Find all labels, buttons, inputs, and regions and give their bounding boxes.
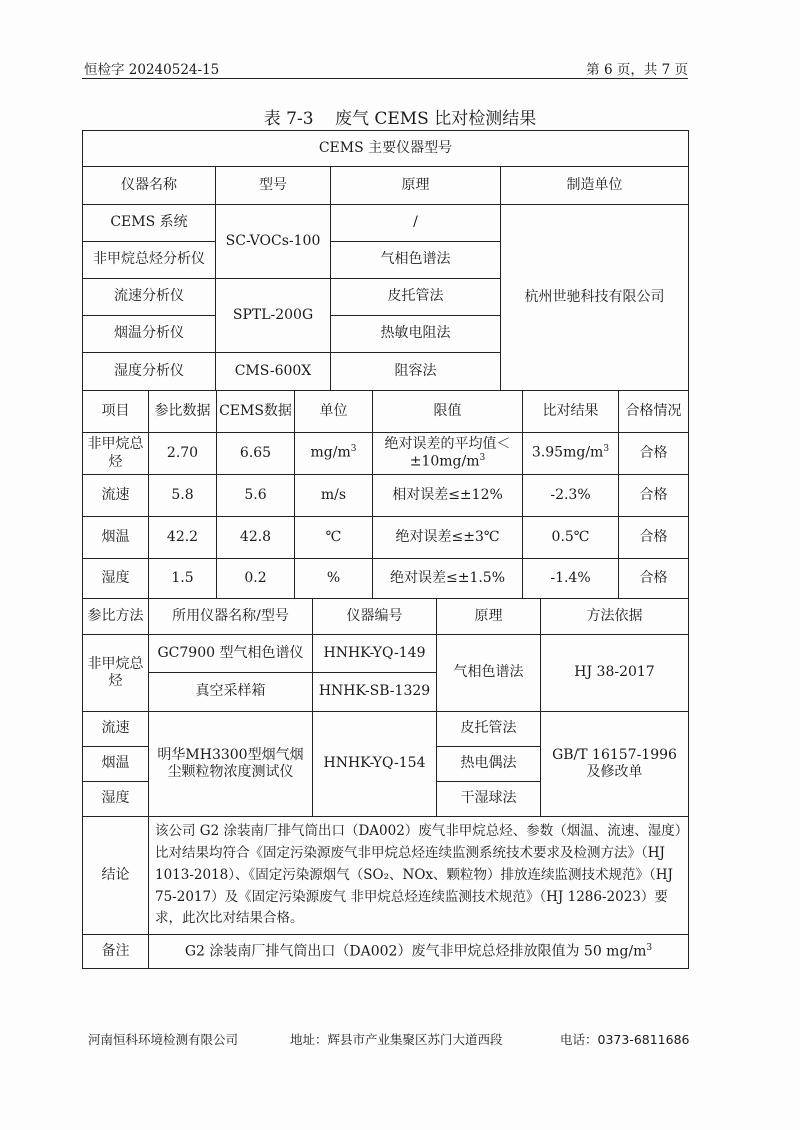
result-reference: 1.5 bbox=[149, 559, 217, 599]
header-ref-method: 参比方法 bbox=[83, 599, 149, 635]
instrument-table bbox=[82, 130, 689, 391]
result-limit: 绝对误差的平均值$<\pm 10mg/m^3$ bbox=[373, 433, 523, 475]
result-cems: 5.6 bbox=[217, 475, 295, 517]
table-row bbox=[83, 517, 689, 559]
table-caption: 废气 CEMS 比对检测结果 bbox=[334, 109, 537, 129]
result-limit: 绝对误差≤±1.5% bbox=[373, 559, 523, 599]
manufacturer-name: 杭州世驰科技有限公司 bbox=[501, 205, 689, 391]
result-pass: 合格 bbox=[619, 517, 689, 559]
instrument-model: SPTL-200G bbox=[216, 279, 331, 353]
method-principle: 皮托管法 bbox=[437, 712, 541, 747]
remark-text: G2 涂装南厂排气筒出口（DA002）废气非甲烷总烃排放限值为 50 $mg/m^3$ bbox=[149, 935, 689, 969]
result-pass: 合格 bbox=[619, 475, 689, 517]
result-value: 0.5℃ bbox=[523, 517, 619, 559]
result-cems: 42.8 bbox=[217, 517, 295, 559]
result-pass: 合格 bbox=[619, 559, 689, 599]
method-principle: 气相色谱法 bbox=[437, 635, 541, 712]
result-reference: 42.2 bbox=[149, 517, 217, 559]
header-limit: 限值 bbox=[373, 391, 523, 433]
footer-address: 地址：辉县市产业集聚区苏门大道西段 bbox=[290, 1032, 503, 1047]
method-instrument: 明华MH3300型烟气烟尘颗粒物浓度测试仪 bbox=[149, 712, 313, 817]
instrument-name: 非甲烷总烃分析仪 bbox=[83, 242, 216, 279]
result-item: 流速 bbox=[83, 475, 149, 517]
method-item: 流速 bbox=[83, 712, 149, 747]
header-method-basis: 方法依据 bbox=[541, 599, 689, 635]
document-number: 恒检字 20240524-15 bbox=[84, 62, 220, 78]
result-value: -1.4% bbox=[523, 559, 619, 599]
method-instrument-code: HNHK-YQ-149 bbox=[313, 635, 437, 673]
table-number: 表 7-3 bbox=[263, 109, 314, 129]
page-indicator: 第 6 页，共 7 页 bbox=[586, 62, 688, 78]
table-title bbox=[0, 104, 800, 129]
result-item: 湿度 bbox=[83, 559, 149, 599]
instrument-model: SC-VOCs-100 bbox=[216, 205, 331, 279]
method-instrument: 真空采样箱 bbox=[149, 673, 313, 712]
conclusion-text: 该公司 G2 涂装南厂排气筒出口（DA002）废气非甲烷总烃、参数（烟温、流速、湿度）比对结果均符合《固定污染源废气非甲烷总烃连续监测系统技术要求及检测方法》（HJ 1013-2018）、《固定污染源烟气（SO₂、NOx、颗粒物）排放连续监测技术规范》（HJ 75-2017）及《固定污染源废气 非甲烷总烃连续监测技术规范》（HJ 1286-2023）要求，此次比对结果合格。 bbox=[149, 817, 689, 935]
results-table bbox=[82, 390, 689, 599]
method-instrument-code: HNHK-SB-1329 bbox=[313, 673, 437, 712]
header-instrument-code: 仪器编号 bbox=[313, 599, 437, 635]
methods-table bbox=[82, 598, 689, 817]
method-instrument-code: HNHK-YQ-154 bbox=[313, 712, 437, 817]
result-value: $3.95mg/m^3$ bbox=[523, 433, 619, 475]
footer-phone: 电话：0373-6811686 bbox=[560, 1032, 690, 1047]
instrument-section-title: CEMS 主要仪器型号 bbox=[83, 131, 689, 167]
result-item: 非甲烷总烃 bbox=[83, 433, 149, 475]
table-row bbox=[83, 433, 689, 475]
header-divider bbox=[82, 78, 688, 79]
method-principle: 热电偶法 bbox=[437, 747, 541, 782]
method-item: 非甲烷总烃 bbox=[83, 635, 149, 712]
result-cems: 0.2 bbox=[217, 559, 295, 599]
result-unit: ℃ bbox=[295, 517, 373, 559]
instrument-principle: 阻容法 bbox=[331, 353, 501, 391]
result-value: -2.3% bbox=[523, 475, 619, 517]
table-row bbox=[83, 475, 689, 517]
header-model: 型号 bbox=[216, 167, 331, 205]
header-principle: 原理 bbox=[331, 167, 501, 205]
remark-label: 备注 bbox=[83, 935, 149, 969]
header-pass: 合格情况 bbox=[619, 391, 689, 433]
header-cems: CEMS数据 bbox=[217, 391, 295, 433]
header-instrument: 所用仪器名称/型号 bbox=[149, 599, 313, 635]
instrument-principle: 皮托管法 bbox=[331, 279, 501, 316]
result-unit: m/s bbox=[295, 475, 373, 517]
header-item: 项目 bbox=[83, 391, 149, 433]
header-unit: 单位 bbox=[295, 391, 373, 433]
method-item: 烟温 bbox=[83, 747, 149, 782]
conclusion-label: 结论 bbox=[83, 817, 149, 935]
result-pass: 合格 bbox=[619, 433, 689, 475]
result-limit: 相对误差≤±12% bbox=[373, 475, 523, 517]
instrument-name: 湿度分析仪 bbox=[83, 353, 216, 391]
header-instrument-name: 仪器名称 bbox=[83, 167, 216, 205]
method-item: 湿度 bbox=[83, 782, 149, 817]
instrument-name: 流速分析仪 bbox=[83, 279, 216, 316]
instrument-name: CEMS 系统 bbox=[83, 205, 216, 242]
table-row bbox=[83, 559, 689, 599]
method-basis: HJ 38-2017 bbox=[541, 635, 689, 712]
instrument-model: CMS-600X bbox=[216, 353, 331, 391]
result-reference: 2.70 bbox=[149, 433, 217, 475]
method-instrument: GC7900 型气相色谱仪 bbox=[149, 635, 313, 673]
result-reference: 5.8 bbox=[149, 475, 217, 517]
header-manufacturer: 制造单位 bbox=[501, 167, 689, 205]
result-cems: 6.65 bbox=[217, 433, 295, 475]
header-reference: 参比数据 bbox=[149, 391, 217, 433]
instrument-principle: / bbox=[331, 205, 501, 242]
conclusion-table bbox=[82, 816, 689, 969]
method-basis: GB/T 16157-1996 及修改单 bbox=[541, 712, 689, 817]
result-item: 烟温 bbox=[83, 517, 149, 559]
instrument-principle: 气相色谱法 bbox=[331, 242, 501, 279]
result-limit: 绝对误差≤±3℃ bbox=[373, 517, 523, 559]
instrument-name: 烟温分析仪 bbox=[83, 316, 216, 353]
result-unit: $mg/m^3$ bbox=[295, 433, 373, 475]
header-result: 比对结果 bbox=[523, 391, 619, 433]
instrument-principle: 热敏电阻法 bbox=[331, 316, 501, 353]
footer-company: 河南恒科环境检测有限公司 bbox=[88, 1032, 239, 1047]
method-principle: 干湿球法 bbox=[437, 782, 541, 817]
header-method-principle: 原理 bbox=[437, 599, 541, 635]
result-unit: % bbox=[295, 559, 373, 599]
